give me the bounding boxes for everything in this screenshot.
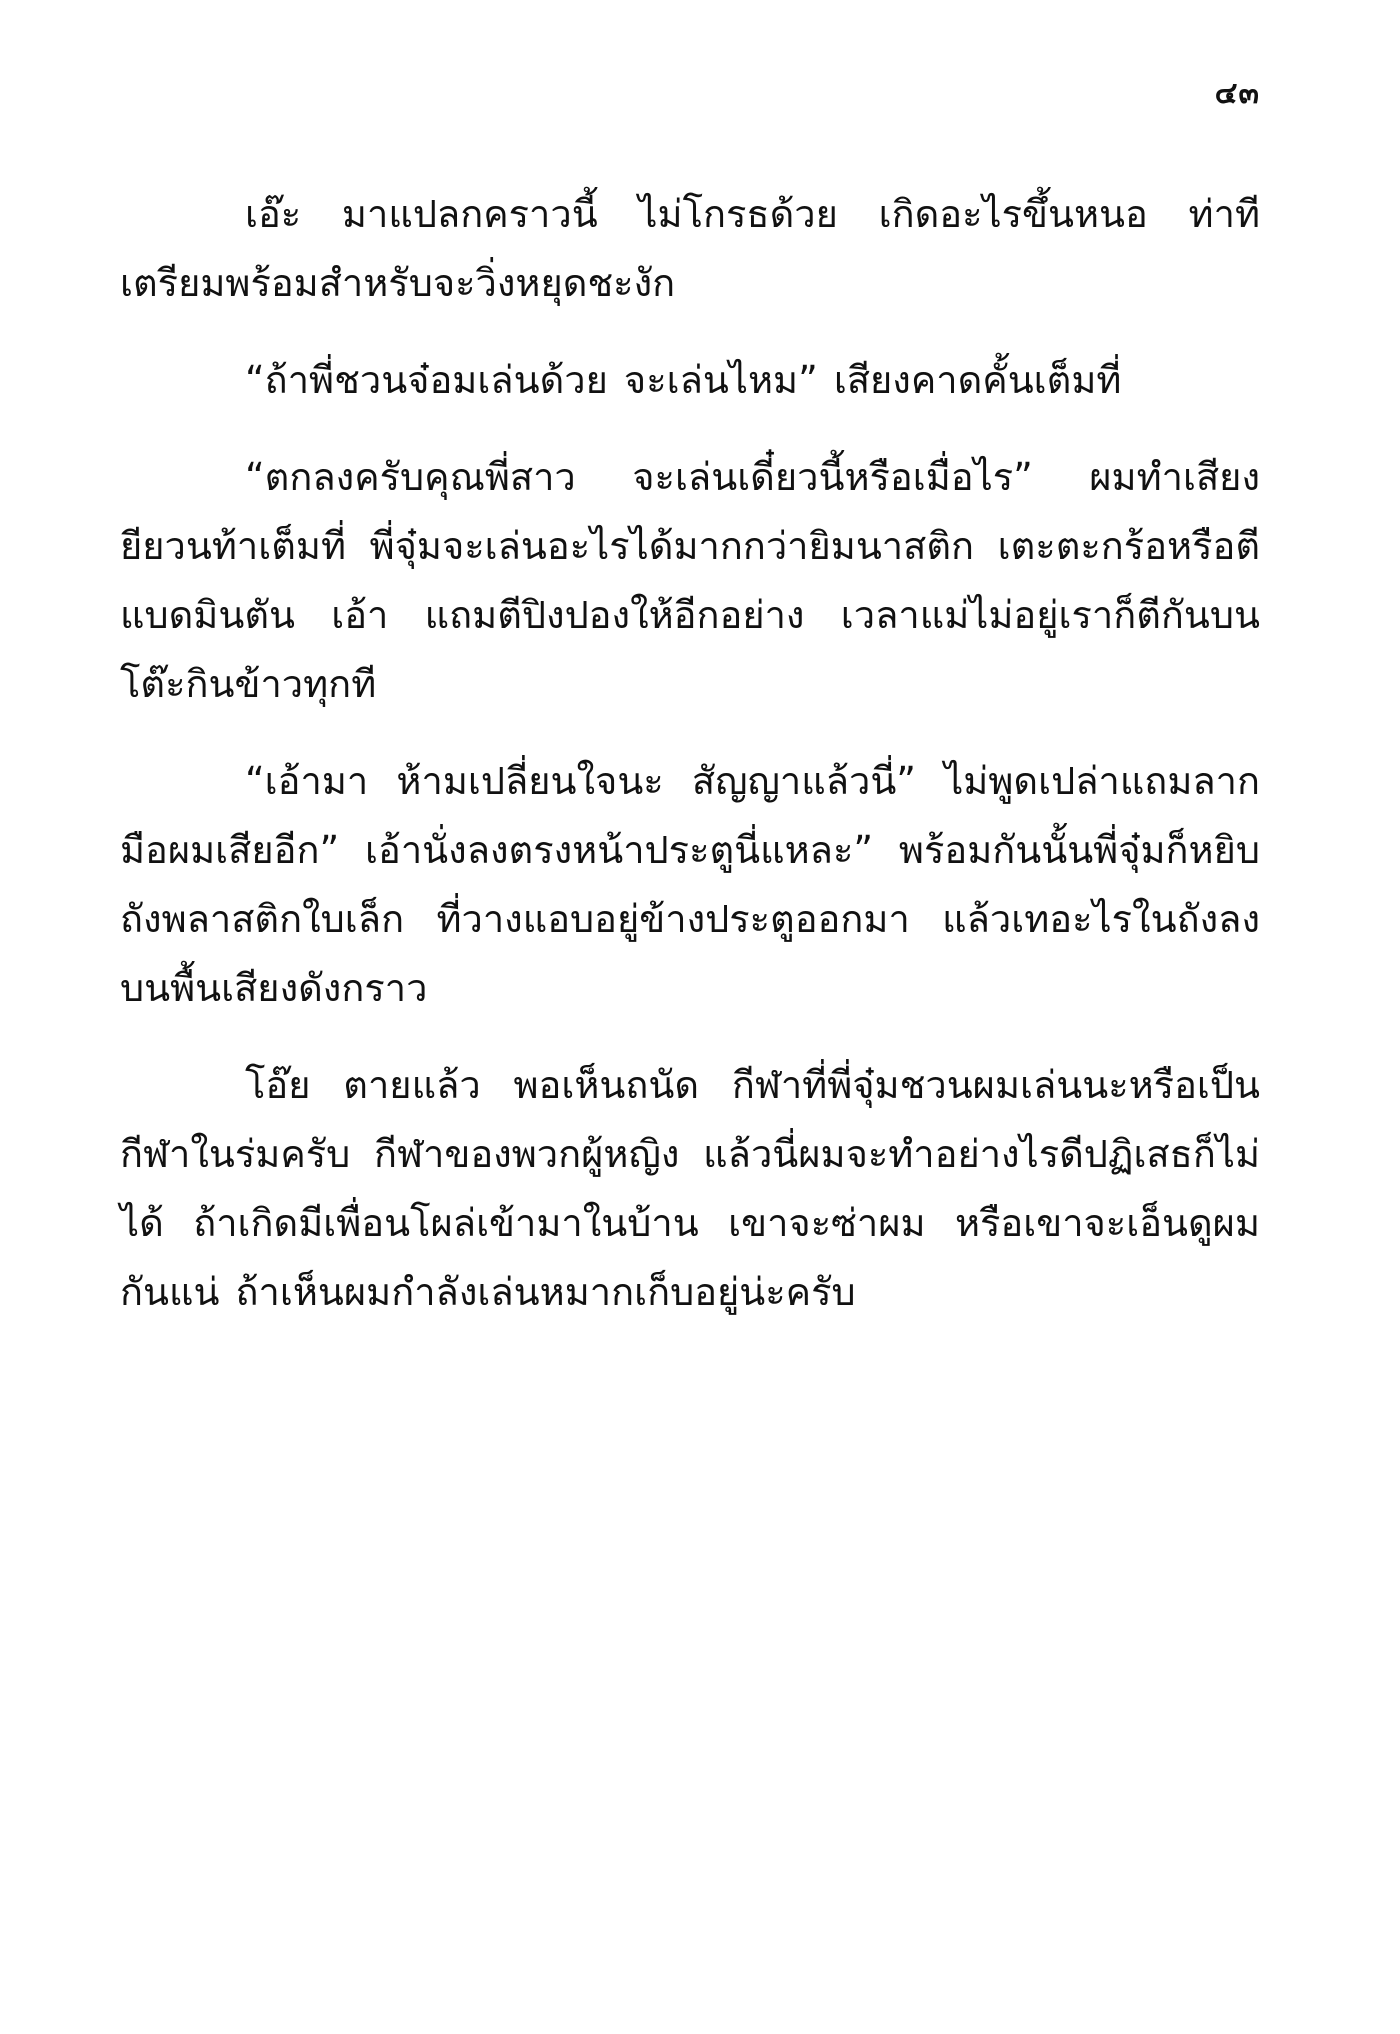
paragraph: “ตกลงครับคุณพี่สาว จะเล่นเดี๋ยวนี้หรือเมื่อไร” ผมทำเสียงยียวนท้าเต็มที่ พี่จุ๋มจะเล่นอะไรได้มากกว่ายิมนาสติก เตะตะกร้อหรือตีแบดมินตัน เอ้า แถมตีปิงปองให้อีกอย่าง เวลาแม่ไม่อยู่เราก็ตีกันบนโต๊ะกินข้าวทุกที <box>120 455 1260 706</box>
paragraph: “เอ้ามา ห้ามเปลี่ยนใจนะ สัญญาแล้วนี่” ไม่พูดเปล่าแถมลากมือผมเสียอีก” เอ้านั่งลงตรงหน้าประตูนี่แหละ” พร้อมกันนั้นพี่จุ๋มก็หยิบถังพลาสติกใบเล็ก ที่วางแอบอยู่ข้างประตูออกมา แล้วเทอะไรในถังลงบนพื้นเสียงดังกราว <box>120 759 1260 1010</box>
body-text <box>120 180 1260 1355</box>
paragraph: “ถ้าพี่ชวนจ๋อมเล่นด้วย จะเล่นไหม” เสียงคาดคั้นเต็มที่ <box>245 358 1122 402</box>
paragraph: เอ๊ะ มาแปลกคราวนี้ ไม่โกรธด้วย เกิดอะไรขึ้นหนอ ท่าทีเตรียมพร้อมสำหรับจะวิ่งหยุดชะงัก <box>120 192 1260 305</box>
paragraph: โอ๊ย ตายแล้ว พอเห็นถนัด กีฬาที่พี่จุ๋มชวนผมเล่นนะหรือเป็นกีฬาในร่มครับ กีฬาของพวกผู้หญิง แล้วนี่ผมจะทำอย่างไรดีปฏิเสธก็ไม่ได้ ถ้าเกิดมีเพื่อนโผล่เข้ามาในบ้าน เขาจะซ่าผม หรือเขาจะเอ็นดูผมกันแน่ ถ้าเห็นผมกำลังเล่นหมากเก็บอยู่น่ะครับ <box>120 1063 1260 1314</box>
page-number: ๔๓ <box>1214 76 1260 111</box>
